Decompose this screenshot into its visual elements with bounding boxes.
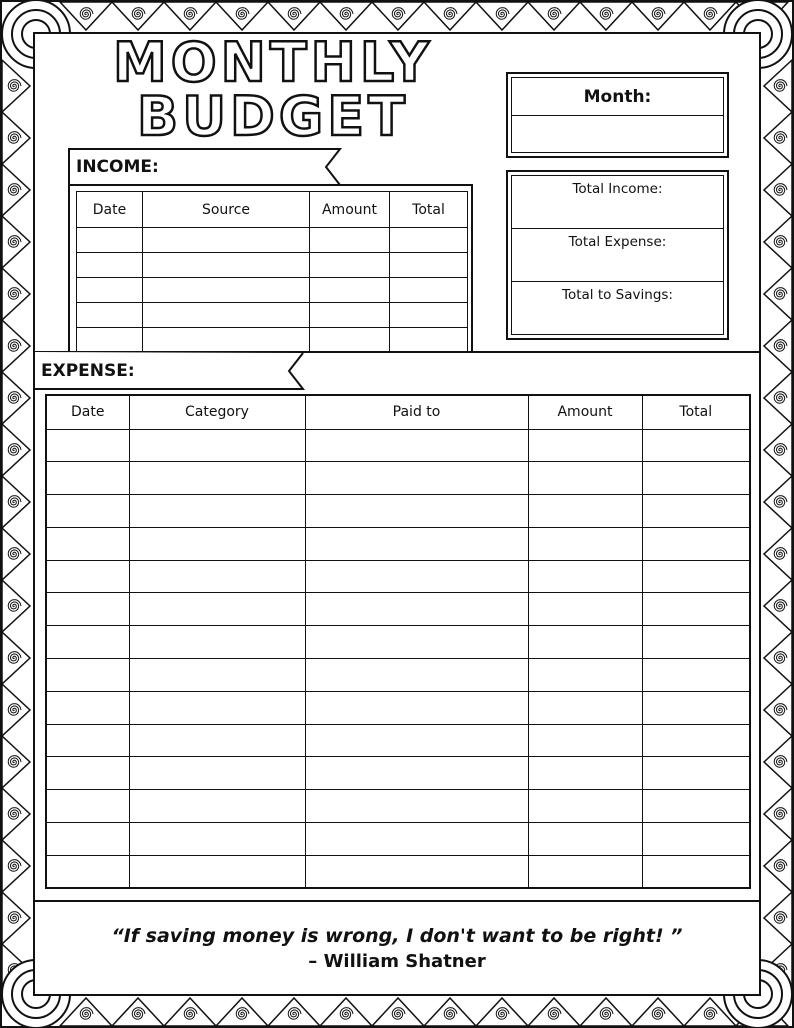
income-cell[interactable]	[310, 303, 390, 328]
expense-cell[interactable]	[46, 560, 129, 593]
expense-cell[interactable]	[46, 855, 129, 888]
income-row	[77, 328, 468, 353]
expense-cell[interactable]	[46, 429, 129, 462]
triangle-ornament	[764, 684, 792, 736]
expense-row	[46, 462, 750, 495]
expense-cell[interactable]	[129, 855, 305, 888]
triangle-ornament	[764, 112, 792, 164]
expense-cell[interactable]	[305, 855, 528, 888]
expense-cell[interactable]	[305, 593, 528, 626]
expense-cell[interactable]	[642, 527, 750, 560]
expense-cell[interactable]	[46, 659, 129, 692]
income-cell[interactable]	[390, 328, 468, 353]
totals-box	[506, 170, 729, 340]
total-savings-field[interactable]	[512, 282, 723, 334]
title-line-2: BUDGET	[137, 85, 409, 148]
income-banner	[68, 148, 343, 186]
expense-cell[interactable]	[305, 462, 528, 495]
expense-cell[interactable]	[129, 659, 305, 692]
expense-row	[46, 560, 750, 593]
title-line-1: MONTHLY	[113, 31, 433, 94]
quote	[35, 924, 759, 974]
triangle-ornament	[164, 2, 216, 30]
expense-cell[interactable]	[305, 724, 528, 757]
triangle-ornament	[764, 216, 792, 268]
month-label: Month:	[512, 78, 723, 116]
expense-cell[interactable]	[305, 691, 528, 724]
triangle-ornament	[424, 2, 476, 30]
totals-inner	[511, 175, 724, 335]
income-cell[interactable]	[390, 228, 468, 253]
expense-col-date: Date	[46, 395, 129, 429]
expense-cell[interactable]	[528, 429, 642, 462]
triangle-ornament	[528, 2, 580, 30]
expense-cell[interactable]	[528, 462, 642, 495]
quote-text: “If saving money is wrong, I don't want to be right! ”	[111, 925, 683, 947]
income-cell[interactable]	[390, 253, 468, 278]
expense-cell[interactable]	[305, 429, 528, 462]
expense-cell[interactable]	[528, 659, 642, 692]
expense-row	[46, 757, 750, 790]
expense-cell[interactable]	[528, 626, 642, 659]
income-cell[interactable]	[77, 328, 143, 353]
month-inner	[511, 77, 724, 153]
income-cell[interactable]	[310, 328, 390, 353]
expense-cell[interactable]	[129, 462, 305, 495]
triangle-ornament	[764, 476, 792, 528]
expense-cell[interactable]	[129, 593, 305, 626]
income-cell[interactable]	[390, 303, 468, 328]
triangle-ornament	[580, 2, 632, 30]
expense-cell[interactable]	[129, 560, 305, 593]
income-row	[77, 228, 468, 253]
income-col-source: Source	[143, 192, 310, 228]
expense-cell[interactable]	[642, 593, 750, 626]
expense-cell[interactable]	[129, 626, 305, 659]
total-income-field[interactable]	[512, 176, 723, 229]
expense-cell[interactable]	[305, 560, 528, 593]
triangle-ornament	[476, 2, 528, 30]
expense-cell[interactable]	[642, 462, 750, 495]
expense-cell[interactable]	[305, 823, 528, 856]
income-cell[interactable]	[143, 253, 310, 278]
expense-cell[interactable]	[528, 527, 642, 560]
expense-col-paid-to: Paid to	[305, 395, 528, 429]
expense-banner	[33, 352, 308, 390]
expense-cell[interactable]	[46, 593, 129, 626]
triangle-ornament	[764, 268, 792, 320]
total-expense-field[interactable]	[512, 229, 723, 282]
expense-row	[46, 823, 750, 856]
expense-table-body	[46, 429, 750, 888]
triangle-ornament	[764, 580, 792, 632]
expense-cell[interactable]	[305, 659, 528, 692]
expense-cell[interactable]	[642, 659, 750, 692]
expense-cell[interactable]	[642, 855, 750, 888]
expense-cell[interactable]	[46, 495, 129, 528]
expense-row	[46, 429, 750, 462]
triangle-ornament	[764, 840, 792, 892]
expense-cell[interactable]	[46, 757, 129, 790]
total-savings-label: Total to Savings:	[562, 287, 673, 303]
triangle-ornament	[632, 2, 684, 30]
expense-row	[46, 659, 750, 692]
expense-col-amount: Amount	[528, 395, 642, 429]
income-cell[interactable]	[310, 278, 390, 303]
expense-cell[interactable]	[642, 823, 750, 856]
expense-row	[46, 527, 750, 560]
expense-table	[45, 394, 751, 889]
expense-cell[interactable]	[129, 823, 305, 856]
page-title	[88, 31, 458, 148]
expense-cell[interactable]	[129, 724, 305, 757]
income-cell[interactable]	[310, 253, 390, 278]
month-box	[506, 72, 729, 158]
income-cell[interactable]	[310, 228, 390, 253]
expense-cell[interactable]	[528, 790, 642, 823]
total-income-label: Total Income:	[572, 181, 663, 197]
triangle-ornament	[764, 528, 792, 580]
triangle-ornament	[216, 2, 268, 30]
income-heading: INCOME:	[76, 157, 159, 177]
income-cell[interactable]	[143, 303, 310, 328]
expense-cell[interactable]	[305, 757, 528, 790]
expense-col-category: Category	[129, 395, 305, 429]
expense-cell[interactable]	[528, 691, 642, 724]
expense-cell[interactable]	[46, 462, 129, 495]
triangle-ornament	[320, 2, 372, 30]
triangle-ornament	[764, 788, 792, 840]
income-col-date: Date	[77, 192, 143, 228]
expense-cell[interactable]	[642, 560, 750, 593]
income-row	[77, 278, 468, 303]
expense-cell[interactable]	[46, 626, 129, 659]
triangle-ornament	[764, 736, 792, 788]
expense-cell[interactable]	[642, 724, 750, 757]
triangle-ornament	[112, 2, 164, 30]
expense-row	[46, 855, 750, 888]
expense-cell[interactable]	[642, 626, 750, 659]
expense-row	[46, 593, 750, 626]
expense-cell[interactable]	[642, 790, 750, 823]
income-table	[76, 191, 468, 353]
expense-cell[interactable]	[305, 626, 528, 659]
triangle-ornament	[764, 372, 792, 424]
expense-cell[interactable]	[129, 527, 305, 560]
expense-cell[interactable]	[528, 757, 642, 790]
expense-row	[46, 626, 750, 659]
expense-cell[interactable]	[528, 823, 642, 856]
expense-cell[interactable]	[46, 527, 129, 560]
income-cell[interactable]	[77, 228, 143, 253]
quote-author: – William Shatner	[308, 950, 486, 972]
income-cell[interactable]	[77, 278, 143, 303]
expense-heading: EXPENSE:	[41, 361, 135, 381]
income-col-total: Total	[390, 192, 468, 228]
expense-divider	[33, 900, 761, 902]
expense-cell[interactable]	[305, 495, 528, 528]
triangle-ornament	[268, 2, 320, 30]
triangle-ornament	[764, 632, 792, 684]
income-cell[interactable]	[143, 328, 310, 353]
expense-cell[interactable]	[129, 429, 305, 462]
triangle-ornament	[372, 2, 424, 30]
expense-cell[interactable]	[642, 691, 750, 724]
income-cell[interactable]	[143, 278, 310, 303]
triangle-ornament	[764, 892, 792, 944]
expense-cell[interactable]	[129, 691, 305, 724]
income-cell[interactable]	[77, 253, 143, 278]
income-table-wrapper	[68, 184, 473, 352]
expense-cell[interactable]	[46, 790, 129, 823]
triangle-ornament	[764, 424, 792, 476]
income-row	[77, 253, 468, 278]
expense-cell[interactable]	[305, 790, 528, 823]
expense-cell[interactable]	[642, 757, 750, 790]
expense-cell[interactable]	[528, 855, 642, 888]
month-field[interactable]	[512, 116, 723, 156]
expense-cell[interactable]	[129, 790, 305, 823]
expense-cell[interactable]	[129, 495, 305, 528]
total-expense-label: Total Expense:	[568, 234, 667, 250]
expense-cell[interactable]	[528, 560, 642, 593]
expense-col-total: Total	[642, 395, 750, 429]
income-cell[interactable]	[143, 228, 310, 253]
triangle-ornament	[764, 320, 792, 372]
expense-cell[interactable]	[129, 757, 305, 790]
expense-cell[interactable]	[46, 823, 129, 856]
income-cell[interactable]	[390, 278, 468, 303]
expense-row	[46, 691, 750, 724]
income-col-amount: Amount	[310, 192, 390, 228]
triangle-ornament	[764, 164, 792, 216]
triangle-ornament	[764, 60, 792, 112]
expense-row	[46, 724, 750, 757]
income-cell[interactable]	[77, 303, 143, 328]
expense-cell[interactable]	[642, 495, 750, 528]
expense-cell[interactable]	[46, 724, 129, 757]
income-row	[77, 303, 468, 328]
expense-cell[interactable]	[528, 495, 642, 528]
expense-row	[46, 495, 750, 528]
expense-cell[interactable]	[528, 724, 642, 757]
expense-cell[interactable]	[46, 691, 129, 724]
expense-row	[46, 790, 750, 823]
expense-cell[interactable]	[642, 429, 750, 462]
expense-cell[interactable]	[528, 593, 642, 626]
expense-cell[interactable]	[305, 527, 528, 560]
